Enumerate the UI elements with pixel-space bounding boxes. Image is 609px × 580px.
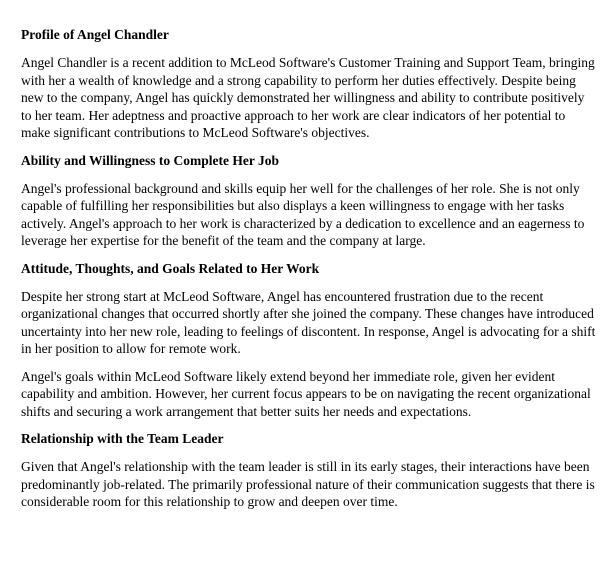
section-heading-attitude: Attitude, Thoughts, and Goals Related to Her Work [21, 260, 320, 276]
relationship-paragraph: Given that Angel's relationship with the team leader is still in its early stages, their interactions have been predominantly job-related. The primarily professional nature of their communication suggests that there is considerable room for this relationship to grow and deepen over time. [21, 459, 595, 509]
section-heading-profile: Profile of Angel Chandler [21, 27, 169, 42]
ability-paragraph: Angel's professional background and skills equip her well for the challenges of her role. She is not only capable of fulfilling her responsibilities but also displays a keen willingness to engage with her tasks actively. Angel's approach to her work is characterized by a dedication to excellence and an eagerness to leverage her expertise for the benefit of the team and the company at large. [21, 180, 585, 248]
section-heading-ability: Ability and Willingness to Complete Her Job [21, 152, 280, 168]
goals-paragraph: Angel's goals within McLeod Software likely extend beyond her immediate role, given her evident capability and ambition. However, her current focus appears to be on navigating the recent organizational shifts and securing a work arrangement that better suits her needs and expectations. [21, 368, 591, 419]
section-heading-relationship: Relationship with the Team Leader [21, 431, 224, 446]
profile-paragraph: Angel Chandler is a recent addition to McLeod Software's Customer Training and Support Team, bringing with her a wealth of knowledge and a strong capability to perform her duties effectively. Despite being new to the company, Angel has quickly demonstrated her willingness and ability to contribute positively to her team. Her adeptness and proactive approach to her work are clear indicators of her potential to make significant contributions to McLeod Software's objectives. [21, 55, 595, 140]
attitude-paragraph: Despite her strong start at McLeod Software, Angel has encountered frustration due to the recent organizational changes that occurred shortly after she joined the company. These changes have introduced uncertainty into her new role, leading to feelings of discontent. In response, Angel is advocating for a shift in her position to allow for remote work. [21, 288, 596, 356]
